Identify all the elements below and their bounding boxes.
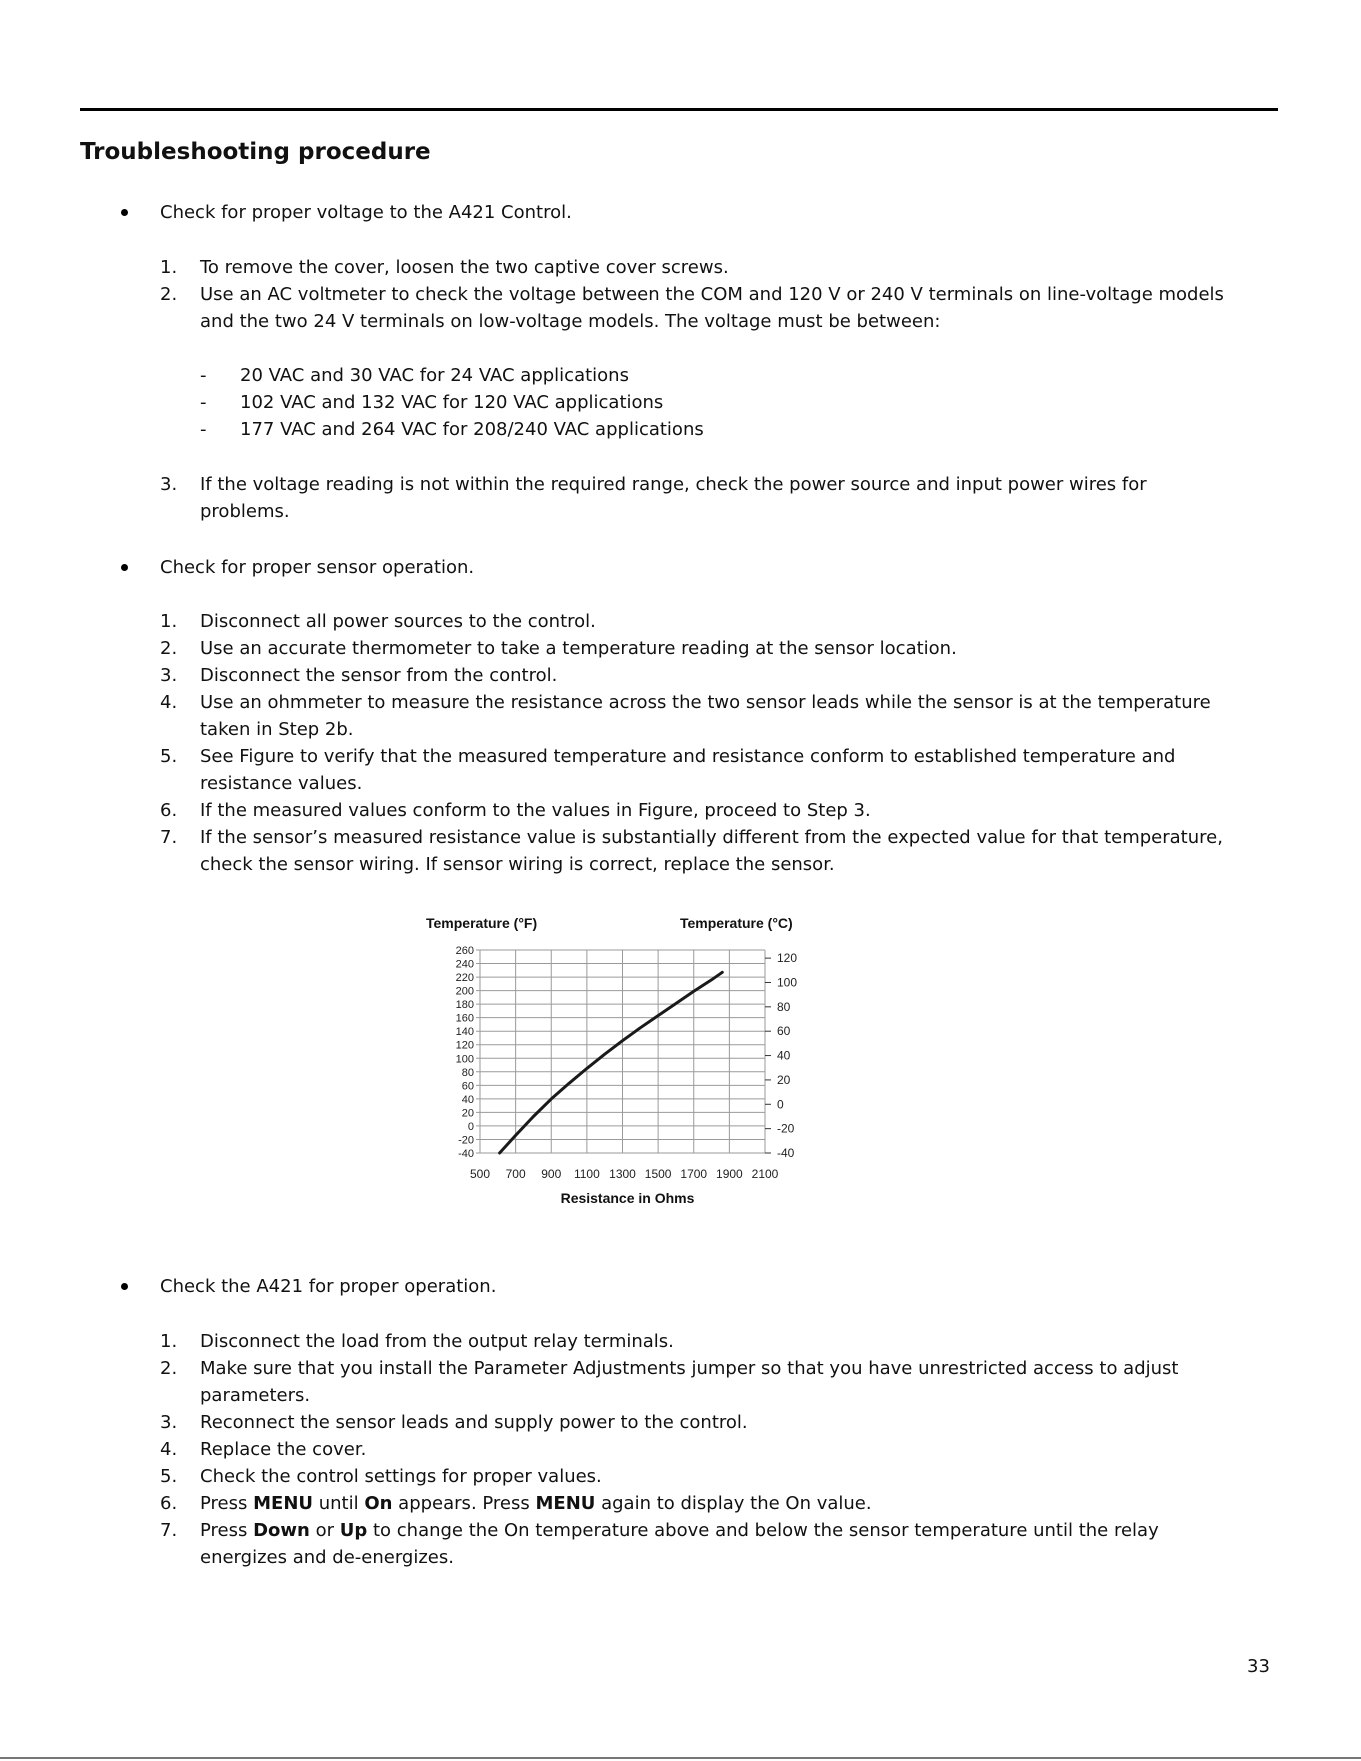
step-number: 3. [160, 665, 178, 686]
step-text: energizes and de-energizes. [200, 1547, 454, 1568]
step-text: parameters. [200, 1385, 311, 1406]
chart-left-title: Temperature (°F) [426, 915, 538, 931]
step-text: Disconnect all power sources to the control. [200, 611, 596, 632]
voltage-range: 102 VAC and 132 VAC for 120 VAC applications [240, 392, 664, 413]
step-text: Disconnect the load from the output relay terminals. [200, 1331, 674, 1352]
bullet-text: Check the A421 for proper operation. [160, 1276, 497, 1297]
chart-y-left-tick-label: -20 [458, 1134, 474, 1147]
bullet-dot [121, 209, 128, 216]
chart-y-left-tick-label: 0 [467, 1120, 474, 1133]
step-text: If the voltage reading is not within the required range, check the power source and input power wires for [200, 474, 1147, 495]
chart-x-tick-label: 1500 [644, 1167, 672, 1181]
chart-y-left-tick-label: 260 [455, 945, 474, 957]
chart-x-axis-label: Resistance in Ohms [560, 1190, 695, 1206]
chart-x-tick-label: 1100 [573, 1167, 600, 1181]
chart-x-tick-label: 900 [541, 1167, 562, 1181]
step-text: If the measured values conform to the values in Figure, proceed to Step 3. [200, 800, 871, 821]
chart-y-left-tick-label: 140 [455, 1026, 474, 1039]
chart-y-right-tick-label: 120 [777, 951, 798, 966]
step-number: 4. [160, 692, 178, 713]
header-rule [80, 108, 1278, 111]
step-number: 3. [160, 1412, 178, 1433]
chart-y-right-tick-label: -40 [777, 1146, 795, 1160]
chart-y-right-tick-label: 40 [777, 1048, 791, 1063]
chart-right-title: Temperature (°C) [680, 915, 793, 931]
chart-y-left-tick-label: 80 [461, 1066, 474, 1079]
step-number: 5. [160, 1466, 178, 1487]
chart-y-left-tick-label: -40 [458, 1148, 474, 1160]
step-text: Make sure that you install the Parameter Adjustments jumper so that you have unrestricted access to adjust [200, 1358, 1179, 1379]
chart-x-tick-label: 500 [469, 1167, 491, 1181]
step-text: taken in Step 2b. [200, 719, 354, 740]
step-text: Use an ohmmeter to measure the resistance across the two sensor leads while the sensor is at the temperature [200, 692, 1211, 713]
chart-y-left-tick-label: 120 [455, 1039, 474, 1052]
footer-rule [0, 1757, 1361, 1759]
chart-x-tick-label: 1900 [716, 1167, 743, 1181]
step-number: 7. [160, 827, 178, 848]
step-text: Reconnect the sensor leads and supply power to the control. [200, 1412, 748, 1433]
voltage-range: 177 VAC and 264 VAC for 208/240 VAC applications [240, 419, 704, 440]
step-text: See Figure to verify that the measured temperature and resistance conform to established temperature and [200, 746, 1176, 767]
step-number: 4. [160, 1439, 178, 1460]
step-text: Check the control settings for proper values. [200, 1466, 602, 1487]
step-number: 7. [160, 1520, 178, 1541]
chart-y-left-tick-label: 180 [455, 999, 474, 1012]
step-number: 1. [160, 611, 178, 632]
bullet-text: Check for proper voltage to the A421 Control. [160, 202, 572, 223]
step-text: problems. [200, 501, 290, 522]
step-text: resistance values. [200, 773, 363, 794]
step-text: check the sensor wiring. If sensor wiring is correct, replace the sensor. [200, 854, 835, 875]
section-title: Troubleshooting procedure [80, 139, 431, 165]
chart-y-right-tick-label: 80 [777, 999, 791, 1014]
step-number: 2. [160, 1358, 178, 1379]
chart-y-right-tick-label: 60 [777, 1024, 791, 1039]
step-text-rich: Press MENU until On appears. Press MENU again to display the On value. [200, 1493, 872, 1514]
chart-y-left-tick-label: 240 [455, 958, 474, 971]
chart-y-right-tick-label: 20 [777, 1072, 791, 1087]
voltage-range: 20 VAC and 30 VAC for 24 VAC applications [240, 365, 629, 386]
step-number: 6. [160, 800, 178, 821]
chart-svg [410, 905, 830, 1215]
chart-x-tick-label: 1300 [609, 1167, 636, 1181]
step-number: 2. [160, 284, 178, 305]
step-text: Use an accurate thermometer to take a temperature reading at the sensor location. [200, 638, 957, 659]
chart-y-left-tick-label: 60 [461, 1080, 474, 1093]
chart-x-tick-label: 2100 [751, 1167, 779, 1181]
chart-x-tick-label: 1700 [680, 1167, 708, 1181]
bullet-dot [121, 564, 128, 571]
step-text: Use an AC voltmeter to check the voltage between the COM and 120 V or 240 V terminals on line-voltage models [200, 284, 1224, 305]
step-text: If the sensor’s measured resistance value is substantially different from the expected value for that temperature, [200, 827, 1223, 848]
chart-x-tick-label: 700 [505, 1167, 526, 1181]
step-number: 3. [160, 474, 178, 495]
page-number: 33 [1247, 1656, 1270, 1677]
chart-y-left-tick-label: 100 [455, 1053, 474, 1066]
chart-y-left-tick-label: 220 [455, 972, 474, 985]
step-number: 2. [160, 638, 178, 659]
range-dash: - [200, 392, 207, 413]
step-number: 5. [160, 746, 178, 767]
step-text-rich: Press Down or Up to change the On temperature above and below the sensor temperature until the relay [200, 1520, 1159, 1541]
step-text: To remove the cover, loosen the two captive cover screws. [200, 257, 729, 278]
bullet-text: Check for proper sensor operation. [160, 557, 475, 578]
range-dash: - [200, 365, 207, 386]
step-text: and the two 24 V terminals on low-voltage models. The voltage must be between: [200, 311, 941, 332]
chart-y-left-tick-label: 160 [455, 1012, 474, 1025]
step-number: 6. [160, 1493, 178, 1514]
chart-y-left-tick-label: 40 [461, 1093, 474, 1106]
chart-y-left-tick-label: 200 [455, 985, 474, 998]
chart-y-right-tick-label: 100 [777, 975, 798, 990]
range-dash: - [200, 419, 207, 440]
chart-y-right-tick-label: 0 [777, 1097, 784, 1112]
chart-y-right-tick-label: -20 [777, 1121, 795, 1136]
step-text: Replace the cover. [200, 1439, 367, 1460]
step-number: 1. [160, 257, 178, 278]
resistance-temperature-chart [410, 905, 830, 1215]
bullet-dot [121, 1283, 128, 1290]
step-number: 1. [160, 1331, 178, 1352]
chart-y-left-tick-label: 20 [461, 1107, 474, 1120]
step-text: Disconnect the sensor from the control. [200, 665, 558, 686]
